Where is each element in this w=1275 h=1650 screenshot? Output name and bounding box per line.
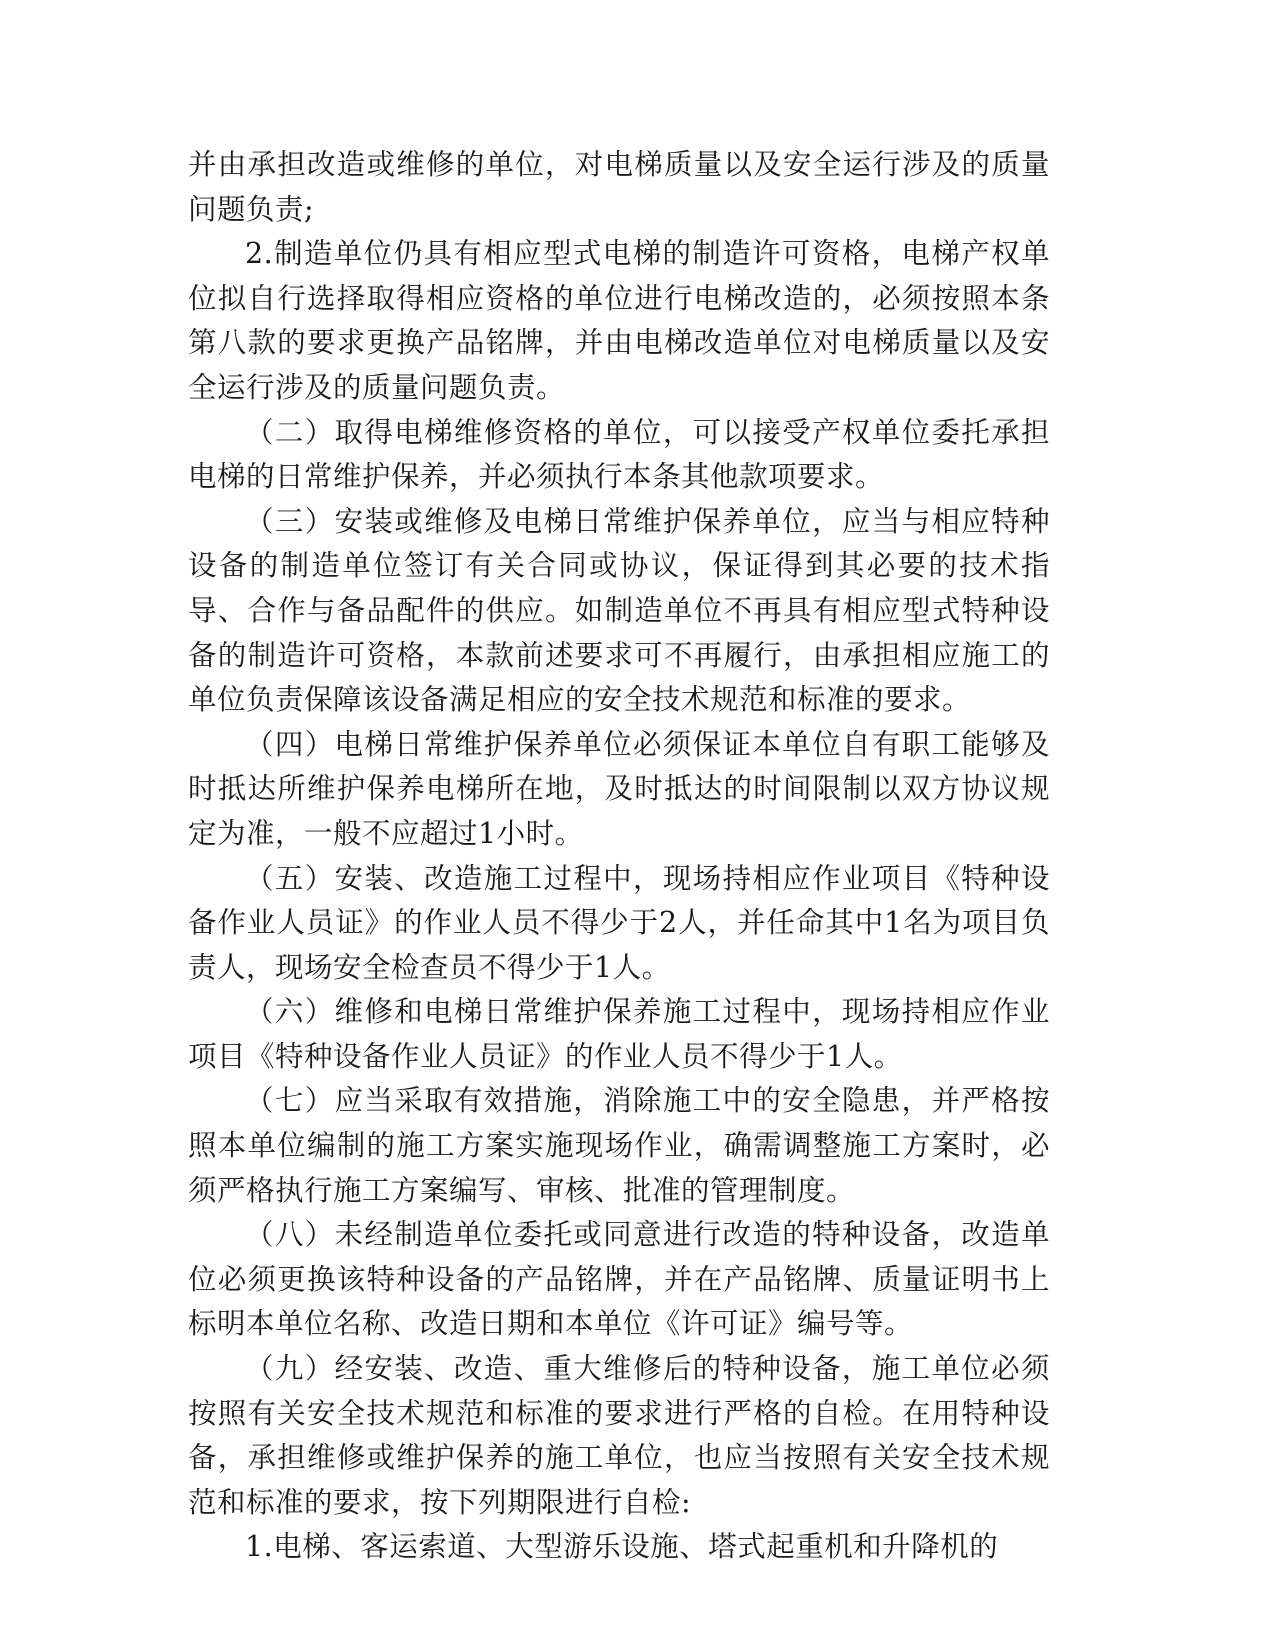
paragraph-clause-5: （五）安装、改造施工过程中，现场持相应作业项目《特种设备作业人员证》的作业人员不得少于2人，并任命其中1名为项目负责人，现场安全检查员不得少于1人。 [188, 861, 1050, 984]
paragraph-clause-3: （三）安装或维修及电梯日常维护保养单位，应当与相应特种设备的制造单位签订有关合同或协议，保证得到其必要的技术指导、合作与备品配件的供应。如制造单位不再具有相应型式特种设备的制造许可资格，本款前述要求可不再履行，由承担相应施工的单位负责保障该设备满足相应的安全技术规范和标准的要求。 [188, 504, 1050, 717]
paragraph-clause-2: （二）取得电梯维修资格的单位，可以接受产权单位委托承担电梯的日常维护保养，并必须执行本条其他款项要求。 [188, 415, 1050, 494]
paragraph-continuation: 并由承担改造或维修的单位，对电梯质量以及安全运行涉及的质量问题负责; [188, 148, 1050, 226]
paragraph-sub-item-1: 1.电梯、客运索道、大型游乐设施、塔式起重机和升降机的 [245, 1530, 999, 1564]
paragraph-clause-4: （四）电梯日常维护保养单位必须保证本单位自有职工能够及时抵达所维护保养电梯所在地，及时抵达的时间限制以双方协议规定为准，一般不应超过1小时。 [188, 727, 1050, 850]
paragraph-clause-8: （八）未经制造单位委托或同意进行改造的特种设备，改造单位必须更换该特种设备的产品铭牌，并在产品铭牌、质量证明书上标明本单位名称、改造日期和本单位《许可证》编号等。 [188, 1218, 1050, 1341]
document-body [188, 143, 1050, 1570]
paragraph-clause-7: （七）应当采取有效措施，消除施工中的安全隐患，并严格按照本单位编制的施工方案实施现场作业，确需调整施工方案时，必须严格执行施工方案编写、审核、批准的管理制度。 [188, 1084, 1050, 1207]
paragraph-clause-6: （六）维修和电梯日常维护保养施工过程中，现场持相应作业项目《特种设备作业人员证》的作业人员不得少于1人。 [188, 995, 1050, 1073]
paragraph-clause-9: （九）经安装、改造、重大维修后的特种设备，施工单位必须按照有关安全技术规范和标准的要求进行严格的自检。在用特种设备，承担维修或维护保养的施工单位，也应当按照有关安全技术规范和标准的要求，按下列期限进行自检: [188, 1352, 1050, 1519]
paragraph-item-2: 2.制造单位仍具有相应型式电梯的制造许可资格，电梯产权单位拟自行选择取得相应资格的单位进行电梯改造的，必须按照本条第八款的要求更换产品铭牌，并由电梯改造单位对电梯质量以及安全运行涉及的质量问题负责。 [188, 237, 1050, 404]
